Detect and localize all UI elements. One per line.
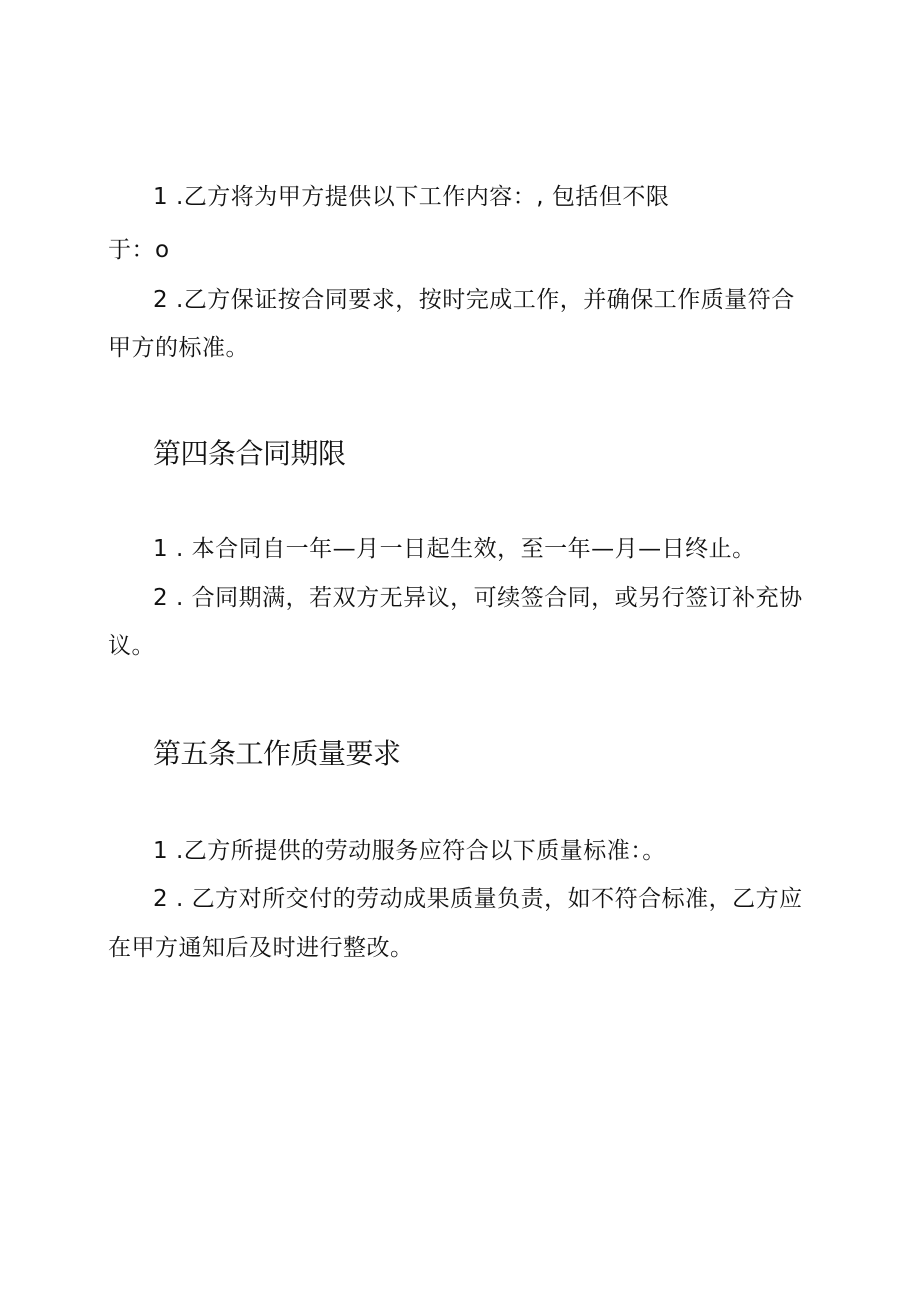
section5-item2-line1: 2 . 乙方对所交付的劳动成果质量负责，如不符合标准，乙方应 (153, 886, 803, 912)
section5-item2-line2: 在甲方通知后及时进行整改。 (108, 935, 414, 961)
section5-heading: 第五条工作质量要求 (153, 737, 401, 770)
section4-item2-line2: 议。 (108, 633, 155, 659)
section4-heading: 第四条合同期限 (153, 437, 346, 470)
section4-item2-line1: 2 . 合同期满，若双方无异议，可续签合同，或另行签订补充协 (153, 585, 803, 611)
section3-item1-line2: 于：o (108, 237, 170, 263)
section4-item1-line1: 1 . 本合同自一年—月一日起生效，至一年—月—日终止。 (153, 536, 756, 562)
section5-item1-line1: 1 .乙方所提供的劳动服务应符合以下质量标准：。 (153, 838, 666, 864)
section3-item2-line2: 甲方的标准。 (108, 335, 249, 361)
section3-item1-line1: 1 .乙方将为甲方提供以下工作内容：, 包括但不限 (153, 184, 670, 210)
section3-item2-line1: 2 .乙方保证按合同要求，按时完成工作，并确保工作质量符合 (153, 287, 795, 313)
